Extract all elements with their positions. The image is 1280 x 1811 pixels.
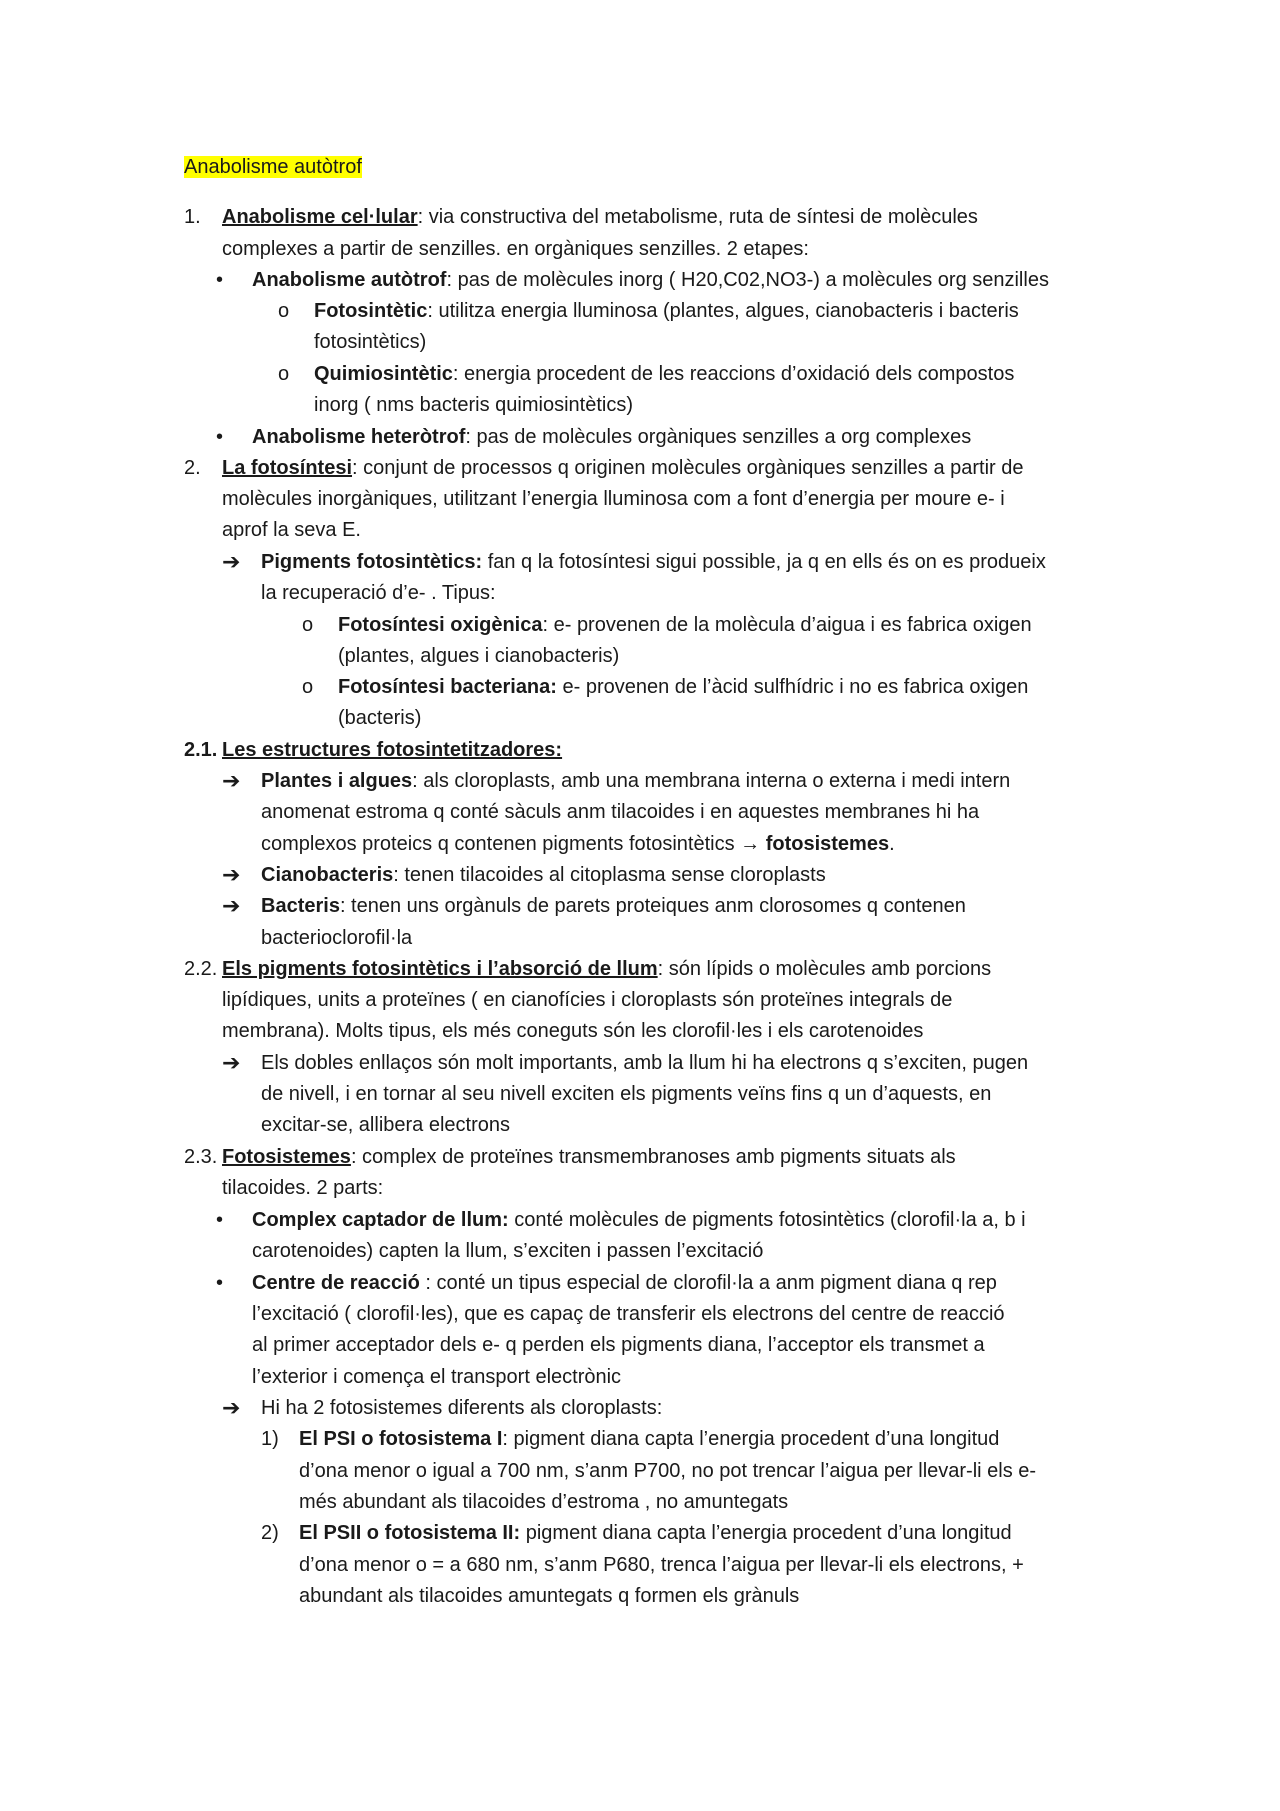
- list-item: Quimiosintètic: energia procedent de les reaccions d’oxidació dels compostos: [314, 363, 1015, 385]
- text-line: més abundant als tilacoides d’estroma , no amuntegats: [299, 1491, 789, 1513]
- list-item: Fotosintètic: utilitza energia lluminosa (plantes, algues, cianobacteris i bacteris: [314, 300, 1019, 322]
- arrow-icon: ➔: [222, 1050, 241, 1075]
- text-line: molècules inorgàniques, utilitzant l’energia lluminosa com a font d’energia per moure e- i: [222, 488, 1005, 510]
- list-item: Els dobles enllaços són molt importants, amb la llum hi ha electrons q s’exciten, pugen: [261, 1052, 1029, 1074]
- text-line: l’excitació ( clorofil·les), que es capaç de transferir els electrons del centre de reacció: [252, 1303, 1005, 1325]
- list-item: Anabolisme cel·lular: via constructiva del metabolisme, ruta de síntesi de molècules: [222, 206, 978, 228]
- text-line: aprof la seva E.: [222, 519, 361, 541]
- section-heading: Les estructures fotosintetitzadores:: [222, 739, 563, 761]
- bullet-icon: •: [216, 269, 224, 291]
- bullet-icon: •: [216, 1209, 224, 1231]
- list-item: La fotosíntesi: conjunt de processos q originen molècules orgàniques senzilles a partir de: [222, 457, 1024, 479]
- bullet-icon: •: [216, 426, 224, 448]
- list-item: El PSII o fotosistema II: pigment diana capta l’energia procedent d’una longitud: [299, 1522, 1012, 1544]
- list-number: 2): [261, 1522, 279, 1544]
- list-item: Fotosíntesi bacteriana: e- provenen de l’àcid sulfhídric i no es fabrica oxigen: [338, 676, 1029, 698]
- text-line: inorg ( nms bacteris quimiosintètics): [314, 394, 633, 416]
- text-line: abundant als tilacoides amuntegats q formen els grànuls: [299, 1585, 800, 1607]
- text-line: d’ona menor o = a 680 nm, s’anm P680, trenca l’aigua per llevar-li els electrons, +: [299, 1554, 1024, 1576]
- list-item: Hi ha 2 fotosistemes diferents als cloroplasts:: [261, 1397, 663, 1419]
- arrow-icon: ➔: [222, 893, 241, 918]
- text-line: membrana). Molts tipus, els més coneguts són les clorofil·les i els carotenoides: [222, 1020, 924, 1042]
- text-line: complexos proteics q contenen pigments fotosintètics → fotosistemes.: [261, 833, 895, 855]
- text-line: tilacoides. 2 parts:: [222, 1177, 384, 1199]
- text-line: de nivell, i en tornar al seu nivell exciten els pigments veïns fins q un d’aquests, en: [261, 1083, 992, 1105]
- list-item: Bacteris: tenen uns orgànuls de parets proteiques anm clorosomes q contenen: [261, 895, 966, 917]
- arrow-icon: ➔: [222, 768, 241, 793]
- circle-bullet-icon: o: [278, 300, 290, 322]
- text-line: (bacteris): [338, 707, 422, 729]
- text-line: al primer acceptador dels e- q perden els pigments diana, l’acceptor els transmet a: [252, 1334, 985, 1356]
- text-line: excitar-se, allibera electrons: [261, 1114, 510, 1136]
- text-line: d’ona menor o igual a 700 nm, s’anm P700, no pot trencar l’aigua per llevar-li els e-: [299, 1460, 1037, 1482]
- list-item: Pigments fotosintètics: fan q la fotosíntesi sigui possible, ja q en ells és on es produeix: [261, 551, 1046, 573]
- page-title: Anabolisme autòtrof: [184, 156, 362, 178]
- list-item: El PSI o fotosistema I: pigment diana capta l’energia procedent d’una longitud: [299, 1428, 1000, 1450]
- text-line: anomenat estroma q conté sàculs anm tilacoides i en aquestes membranes hi ha: [261, 801, 980, 823]
- list-item: Anabolisme autòtrof: pas de molècules inorg ( H20,C02,NO3-) a molècules org senzilles: [252, 269, 1049, 291]
- text-line: (plantes, algues i cianobacteris): [338, 645, 620, 667]
- circle-bullet-icon: o: [302, 676, 314, 698]
- text-line: fotosintètics): [314, 331, 427, 353]
- list-number: 2.: [184, 457, 201, 479]
- list-number: 1.: [184, 206, 201, 228]
- section-heading: Els pigments fotosintètics i l’absorció de llum: són lípids o molècules amb porcions: [222, 958, 992, 980]
- section-number: 2.2.: [184, 958, 218, 980]
- section-number: 2.1.: [184, 739, 218, 761]
- arrow-icon: ➔: [222, 1395, 241, 1420]
- text-line: bacterioclorofil·la: [261, 927, 413, 949]
- arrow-icon: ➔: [222, 862, 241, 887]
- list-item: Complex captador de llum: conté molècules de pigments fotosintètics (clorofil·la a, b i: [252, 1209, 1026, 1231]
- bullet-icon: •: [216, 1272, 224, 1294]
- list-item: Anabolisme heteròtrof: pas de molècules orgàniques senzilles a org complexes: [252, 426, 972, 448]
- text-line: lipídiques, units a proteïnes ( en cianofícies i cloroplasts són proteïnes integrals de: [222, 989, 953, 1011]
- arrow-icon: ➔: [222, 549, 241, 574]
- list-item: Fotosíntesi oxigènica: e- provenen de la molècula d’aigua i es fabrica oxigen: [338, 614, 1032, 636]
- list-item: Plantes i algues: als cloroplasts, amb una membrana interna o externa i medi intern: [261, 770, 1011, 792]
- list-item: Centre de reacció : conté un tipus especial de clorofil·la a anm pigment diana q rep: [252, 1272, 997, 1294]
- circle-bullet-icon: o: [302, 614, 314, 636]
- circle-bullet-icon: o: [278, 363, 290, 385]
- list-item: Cianobacteris: tenen tilacoides al citoplasma sense cloroplasts: [261, 864, 826, 886]
- text-line: la recuperació d’e- . Tipus:: [261, 582, 496, 604]
- text-line: l’exterior i comença el transport electrònic: [252, 1366, 622, 1388]
- text-line: complexes a partir de senzilles. en orgàniques senzilles. 2 etapes:: [222, 238, 809, 260]
- text-line: carotenoides) capten la llum, s’exciten i passen l’excitació: [252, 1240, 764, 1262]
- section-heading: Fotosistemes: complex de proteïnes transmembranoses amb pigments situats als: [222, 1146, 956, 1168]
- list-number: 1): [261, 1428, 279, 1450]
- section-number: 2.3.: [184, 1146, 218, 1168]
